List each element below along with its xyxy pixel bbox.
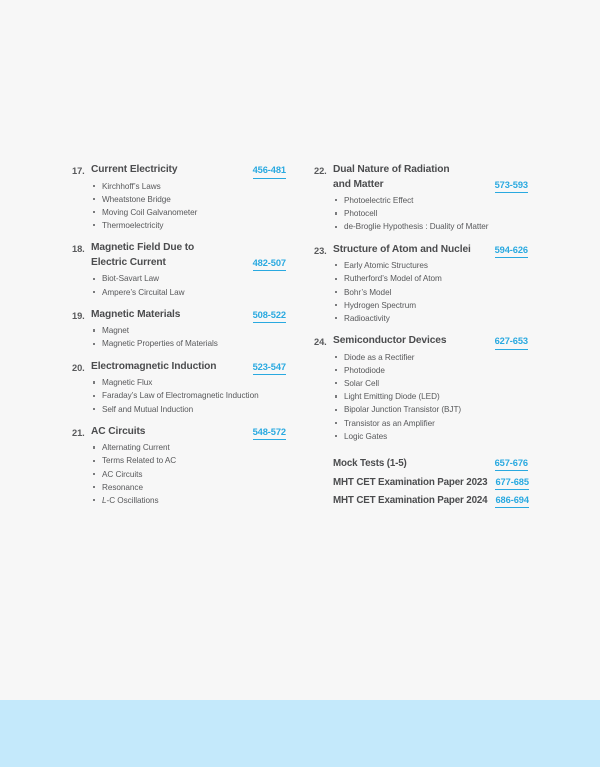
chapter-title-row	[91, 360, 286, 376]
topic-item[interactable]	[91, 468, 286, 481]
extra-label[interactable]: MHT CET Examination Paper 2024	[333, 495, 488, 507]
bullet-icon	[335, 435, 337, 437]
topic-label: Wheatstone Bridge	[102, 194, 171, 204]
chapter-title[interactable]: Magnetic Materials	[91, 308, 181, 320]
bullet-icon	[335, 264, 337, 266]
topic-item[interactable]	[333, 272, 528, 285]
topic-item[interactable]	[91, 286, 286, 299]
topic-item[interactable]	[333, 417, 528, 430]
chapter-title-row	[333, 334, 528, 350]
bullet-icon	[93, 381, 95, 383]
chapter-header	[72, 425, 286, 441]
topic-list	[72, 376, 286, 416]
bullet-icon	[335, 382, 337, 384]
topic-label: Kirchhoff’s Laws	[102, 181, 161, 191]
topic-item[interactable]	[333, 364, 528, 377]
extra-entry	[333, 456, 528, 471]
bullet-icon	[93, 278, 95, 280]
chapter-title-row	[91, 425, 286, 441]
toc-column-left	[72, 163, 286, 507]
bullet-icon	[335, 317, 337, 319]
extra-label[interactable]: MHT CET Examination Paper 2023	[333, 476, 488, 488]
bullet-icon	[335, 304, 337, 306]
topic-item[interactable]	[91, 324, 286, 337]
topic-label: AC Circuits	[102, 469, 143, 479]
topic-item[interactable]	[91, 494, 286, 507]
chapter-number: 22.	[314, 166, 327, 176]
bullet-icon	[93, 460, 95, 462]
chapter-title-cont[interactable]: and Matter	[333, 178, 384, 190]
topic-label: Resonance	[102, 482, 143, 492]
chapter-title[interactable]: Dual Nature of Radiation	[333, 164, 450, 175]
bullet-icon	[93, 473, 95, 475]
bullet-icon	[335, 278, 337, 280]
chapter-page-range[interactable]: 627-653	[495, 334, 528, 350]
topic-label: Photoelectric Effect	[344, 196, 414, 205]
bullet-icon	[335, 199, 337, 201]
chapter-title[interactable]: AC Circuits	[91, 425, 146, 437]
chapter-number: 21.	[72, 427, 85, 438]
chapter-number: 20.	[72, 362, 85, 373]
topic-label: Early Atomic Structures	[344, 261, 428, 271]
topic-label: L-C Oscillations	[102, 496, 159, 506]
topic-item[interactable]	[91, 206, 286, 219]
bullet-icon	[93, 198, 95, 200]
topic-label: Rutherford’s Model of Atom	[344, 274, 442, 284]
topic-label: Self and Mutual Induction	[102, 404, 194, 414]
chapter-entry	[72, 308, 286, 351]
topic-item[interactable]	[91, 180, 286, 193]
bullet-icon	[93, 343, 95, 345]
chapter-header	[72, 163, 286, 179]
bullet-icon	[93, 408, 95, 410]
topic-label: Logic Gates	[344, 431, 388, 441]
italic-symbol: L	[102, 496, 107, 506]
topic-label: Magnet	[102, 326, 130, 336]
topic-item[interactable]	[333, 312, 528, 325]
chapter-page-range[interactable]: 456-481	[253, 163, 286, 179]
chapter-page-range[interactable]: 594-626	[495, 243, 528, 259]
chapter-number: 19.	[72, 310, 85, 321]
chapter-number: 23.	[314, 245, 327, 256]
topic-item[interactable]	[91, 481, 286, 494]
toc-columns	[72, 163, 528, 508]
bullet-icon	[335, 356, 337, 358]
chapter-page-range[interactable]: 573-593	[495, 178, 528, 194]
extras-block	[314, 456, 528, 508]
topic-item[interactable]	[333, 207, 528, 220]
footer-band	[0, 700, 600, 767]
chapter-title-row	[91, 308, 286, 324]
chapter-title-second-line	[91, 256, 286, 272]
extra-page-range[interactable]: 657-676	[495, 456, 528, 471]
chapter-header	[314, 163, 528, 193]
topic-label: Photodiode	[344, 365, 385, 375]
topic-item[interactable]	[91, 337, 286, 350]
extra-page-range[interactable]: 677-685	[495, 475, 528, 490]
chapter-title[interactable]: Electromagnetic Induction	[91, 360, 217, 372]
bullet-icon	[335, 422, 337, 424]
chapter-entry	[314, 163, 528, 234]
chapter-entry	[314, 243, 528, 326]
topic-item[interactable]	[333, 194, 528, 207]
chapter-title-row	[333, 243, 528, 259]
extra-page-range[interactable]: 686-694	[495, 493, 528, 508]
chapter-page-range[interactable]: 548-572	[253, 425, 286, 441]
chapter-title-second-line	[333, 178, 528, 194]
topic-list	[314, 259, 528, 325]
topic-label: Magnetic Flux	[102, 378, 153, 388]
chapter-title[interactable]: Semiconductor Devices	[333, 335, 447, 347]
topic-label: Diode as a Rectifier	[344, 352, 415, 362]
topic-item[interactable]	[333, 430, 528, 443]
topic-item[interactable]	[91, 403, 286, 416]
topic-item[interactable]	[333, 390, 528, 403]
chapter-header	[314, 243, 528, 259]
chapter-entry	[314, 334, 528, 443]
topic-label: Ampere’s Circuital Law	[102, 287, 185, 297]
chapter-number: 17.	[72, 166, 85, 176]
chapter-title[interactable]: Current Electricity	[91, 164, 178, 175]
topic-item[interactable]	[91, 389, 286, 402]
bullet-icon	[93, 395, 95, 397]
topic-label: Photocell	[344, 209, 378, 219]
bullet-icon	[335, 369, 337, 371]
chapter-number: 24.	[314, 337, 327, 348]
topic-item[interactable]	[333, 259, 528, 272]
topic-list	[72, 272, 286, 298]
extra-entry	[333, 493, 528, 508]
topic-label: Magnetic Properties of Materials	[102, 339, 218, 349]
chapter-header	[72, 360, 286, 376]
bullet-icon	[93, 499, 95, 501]
extra-entry	[333, 475, 528, 490]
topic-item[interactable]	[91, 454, 286, 467]
bullet-icon	[93, 329, 95, 331]
topic-label: Bohr’s Model	[344, 287, 392, 297]
topic-item[interactable]	[333, 403, 528, 416]
topic-list	[314, 351, 528, 443]
topic-label: Solar Cell	[344, 379, 379, 389]
chapter-header	[72, 241, 286, 271]
bullet-icon	[335, 226, 337, 228]
chapter-number: 18.	[72, 244, 85, 255]
bullet-icon	[93, 446, 95, 448]
topic-item[interactable]	[333, 377, 528, 390]
chapter-title-row	[91, 241, 286, 271]
topic-label: de-Broglie Hypothesis : Duality of Matter	[344, 222, 489, 232]
bullet-icon	[93, 486, 95, 488]
topic-label: Biot-Savart Law	[102, 274, 160, 284]
topic-item[interactable]	[333, 299, 528, 312]
bullet-icon	[93, 185, 95, 187]
topic-list	[72, 441, 286, 507]
extra-label[interactable]: Mock Tests (1-5)	[333, 458, 407, 470]
chapter-title[interactable]: Magnetic Field Due to	[91, 242, 195, 254]
topic-label: Transistor as an Amplifier	[344, 418, 435, 428]
bullet-icon	[335, 291, 337, 293]
chapter-entry	[72, 360, 286, 416]
chapter-entry	[72, 241, 286, 298]
topic-list	[72, 180, 286, 233]
chapter-page-range[interactable]: 508-522	[253, 308, 286, 324]
topic-label: Light Emitting Diode (LED)	[344, 392, 440, 402]
topic-item[interactable]	[333, 351, 528, 364]
topic-list	[314, 194, 528, 234]
topic-list	[72, 324, 286, 350]
bullet-icon	[93, 211, 95, 213]
topic-item[interactable]	[91, 376, 286, 389]
chapter-entry	[72, 163, 286, 232]
chapter-title-cont[interactable]: Electric Current	[91, 256, 166, 268]
bullet-icon	[335, 409, 337, 411]
topic-label: Hydrogen Spectrum	[344, 300, 416, 310]
chapter-header	[314, 334, 528, 350]
chapter-title[interactable]: Structure of Atom and Nuclei	[333, 243, 471, 255]
topic-label: Faraday’s Law of Electromagnetic Induction	[102, 391, 259, 401]
topic-item[interactable]	[91, 441, 286, 454]
chapter-title-row	[91, 163, 286, 179]
chapter-title-row	[333, 163, 528, 193]
toc-column-right	[314, 163, 528, 508]
chapter-entry	[72, 425, 286, 508]
topic-item[interactable]	[91, 219, 286, 232]
topic-label: Moving Coil Galvanometer	[102, 207, 198, 217]
chapter-page-range[interactable]: 482-507	[253, 256, 286, 272]
topic-label: Bipolar Junction Transistor (BJT)	[344, 405, 462, 415]
chapter-header	[72, 308, 286, 324]
topic-item[interactable]	[333, 220, 528, 233]
topic-label: Radioactivity	[344, 313, 390, 323]
bullet-icon	[335, 212, 337, 214]
topic-item[interactable]	[91, 272, 286, 285]
chapter-page-range[interactable]: 523-547	[253, 360, 286, 376]
topic-label: Thermoelectricity	[102, 221, 164, 231]
bullet-icon	[335, 395, 337, 397]
topic-item[interactable]	[333, 286, 528, 299]
topic-label: Terms Related to AC	[102, 456, 177, 466]
bullet-icon	[93, 291, 95, 293]
topic-item[interactable]	[91, 193, 286, 206]
topic-label: Alternating Current	[102, 443, 170, 453]
bullet-icon	[93, 224, 95, 226]
